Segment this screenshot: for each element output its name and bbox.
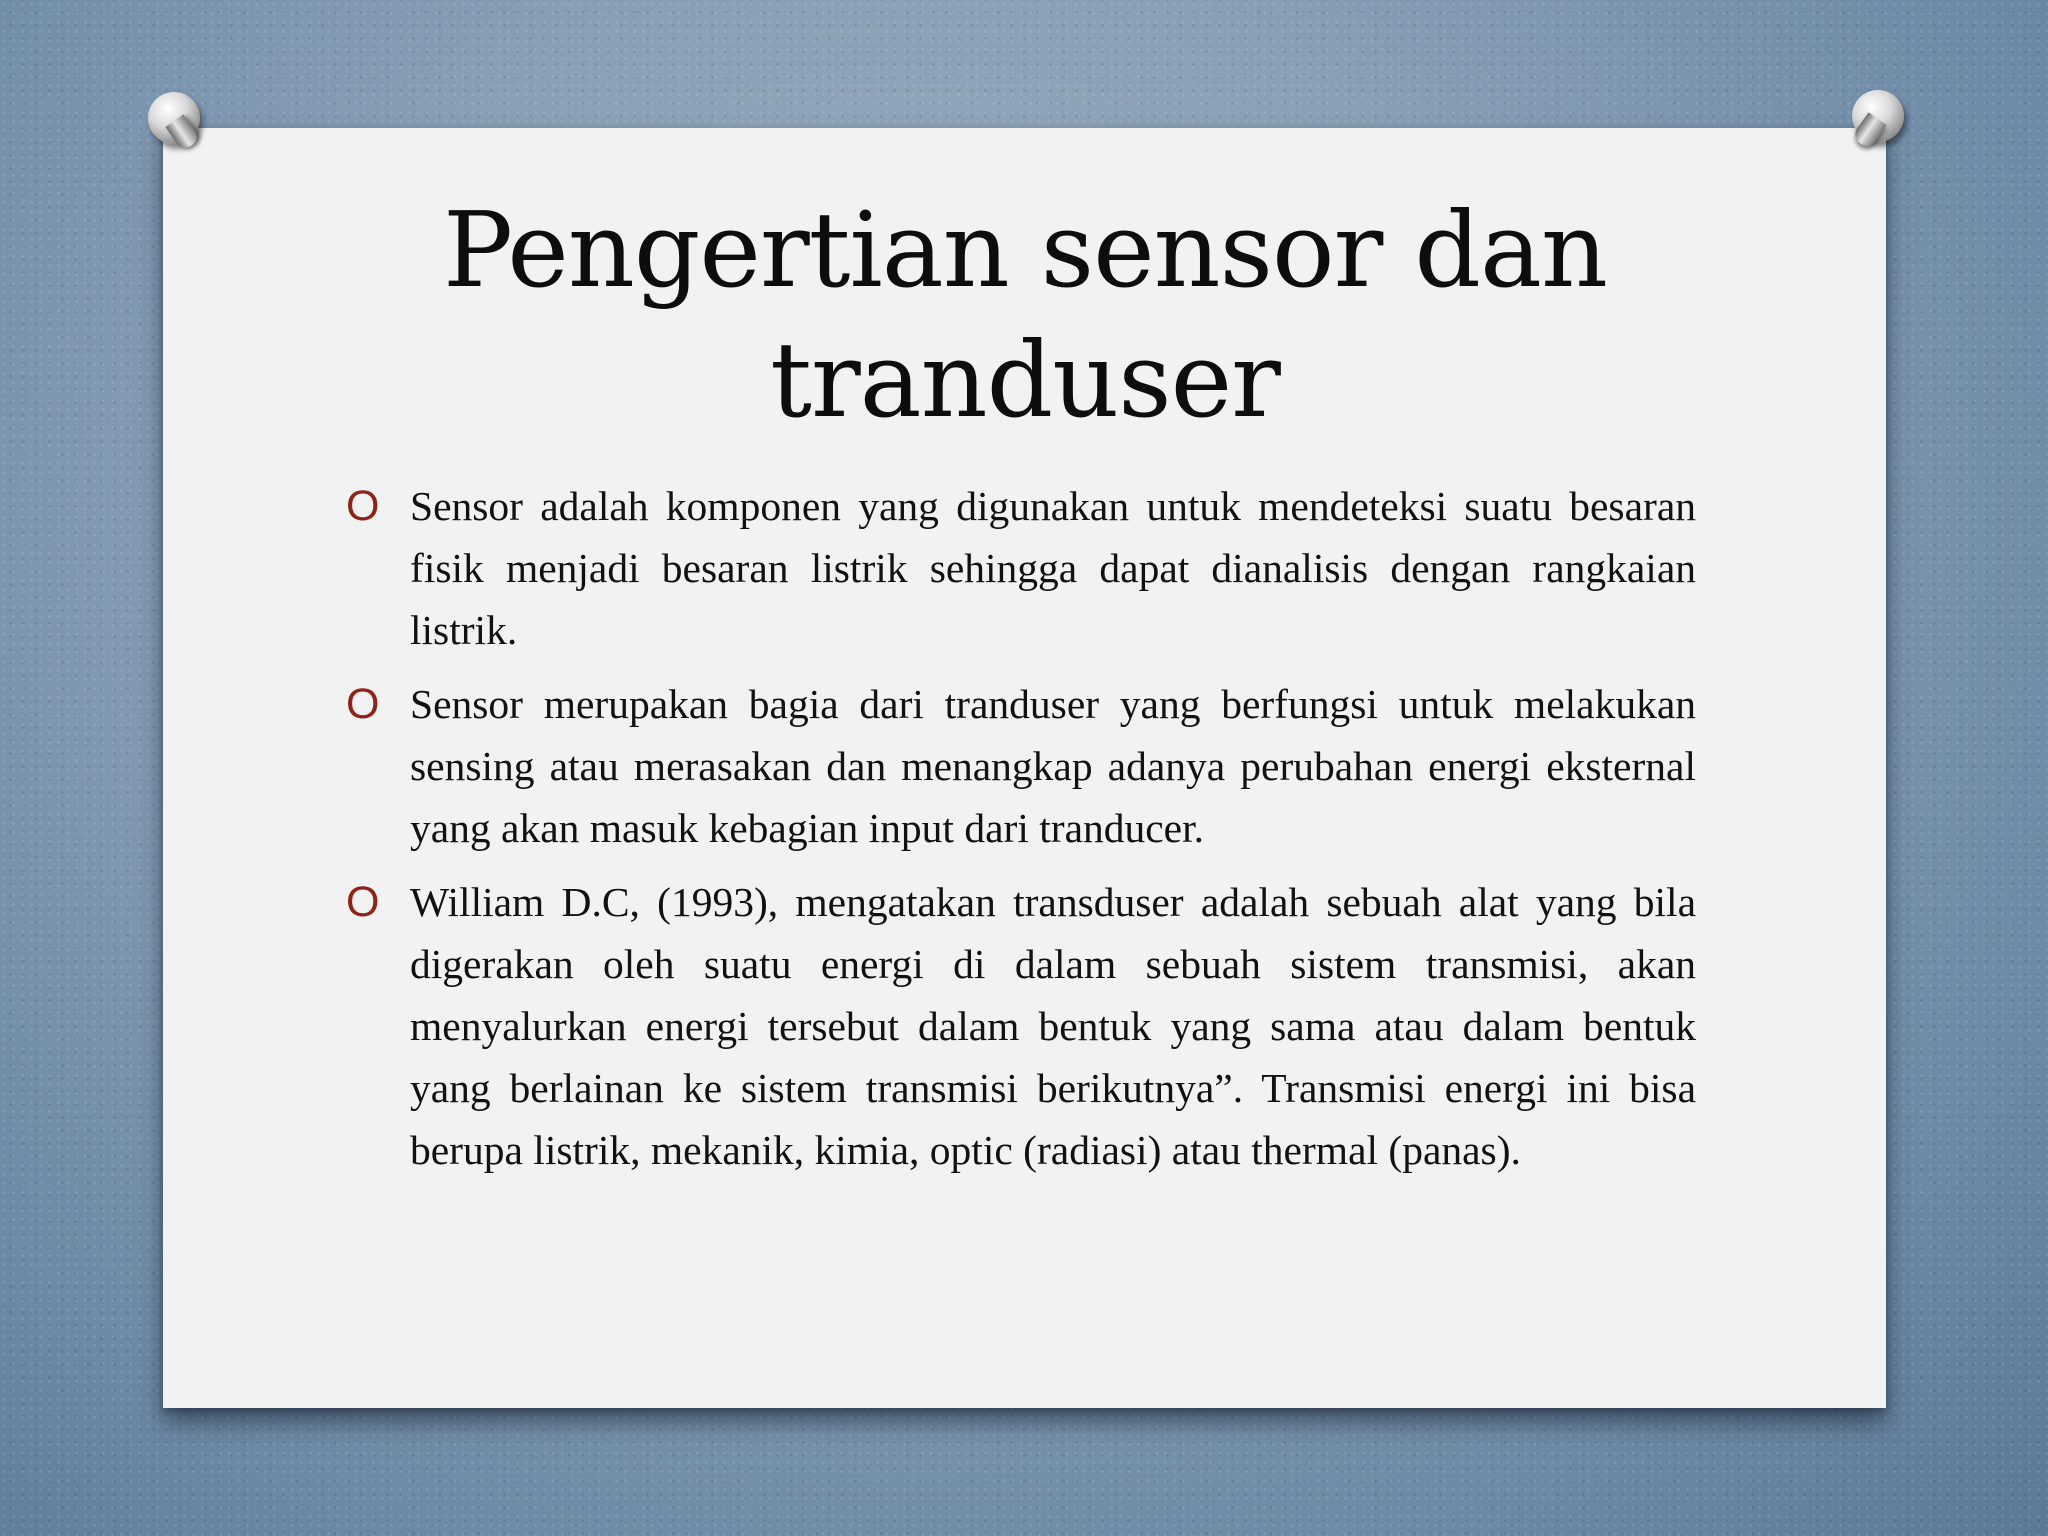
bullet-item [346, 673, 1696, 859]
bullet-text: Sensor adalah komponen yang digunakan untuk mendeteksi suatu besaran fisik menjadi besaran listrik sehingga dapat dianalisis dengan rangkaian listrik. [410, 483, 1696, 653]
bullet-marker-icon: O [346, 482, 380, 530]
push-pin-icon [1852, 90, 1904, 142]
bullet-item [346, 871, 1696, 1181]
bullet-item [346, 475, 1696, 661]
bullet-text: Sensor merupakan bagia dari tranduser yang berfungsi untuk melakukan sensing atau merasakan dan menangkap adanya perubahan energi eksternal yang akan masuk kebagian input dari tranducer. [410, 681, 1696, 851]
bullet-text: William D.C, (1993), mengatakan transduser adalah sebuah alat yang bila digerakan oleh suatu energi di dalam sebuah sistem transmisi, akan menyalurkan energi tersebut dalam bentuk yang sama atau dalam bentuk yang berlainan ke sistem transmisi berikutnya”. Transmisi energi ini bisa berupa listrik, mekanik, kimia, optic (radiasi) atau thermal (panas). [410, 879, 1696, 1173]
bullet-marker-icon: O [346, 878, 380, 926]
bullet-marker-icon: O [346, 680, 380, 728]
slide-title: Pengertian sensor dan tranduser [443, 189, 1607, 441]
bullet-list [346, 475, 1696, 1193]
push-pin-icon [148, 92, 200, 144]
